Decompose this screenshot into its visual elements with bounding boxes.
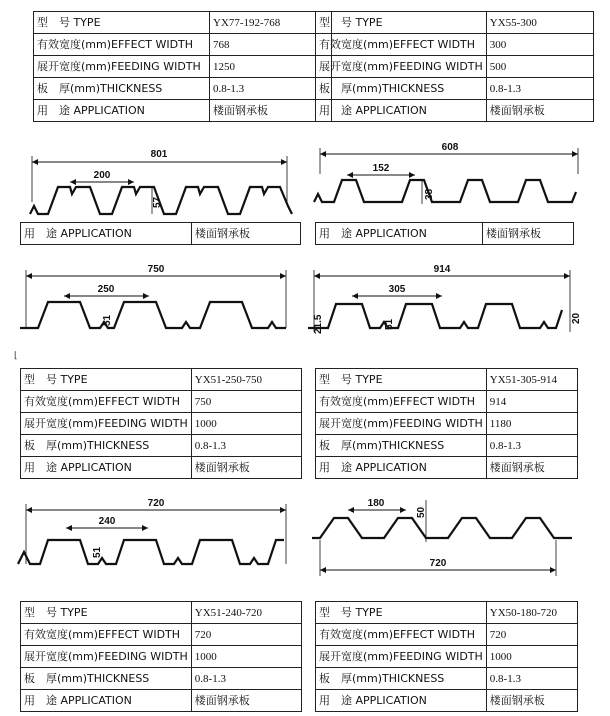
table-row [21, 223, 301, 245]
dim-total-width: 608 [441, 142, 459, 153]
feeding-width-value: 500 [486, 56, 593, 78]
spec-table-yx51-305 [315, 368, 578, 479]
application-value: 楼面钢承板 [191, 690, 301, 712]
table-row [316, 624, 578, 646]
feeding-width-label: 展开宽度(mm)FEEDING WIDTH [21, 646, 192, 668]
profile-drawing-yx51-305 [300, 262, 585, 344]
table-row [34, 12, 332, 34]
effect-width-label: 有效宽度(mm)EFFECT WIDTH [21, 624, 192, 646]
type-label: 型 号 TYPE [21, 369, 192, 391]
profile-outline [314, 180, 576, 202]
type-label: 型 号 TYPE [21, 602, 192, 624]
thickness-label: 板 厚(mm)THICKNESS [316, 78, 487, 100]
profile-outline [20, 302, 286, 328]
effect-width-value: 720 [191, 624, 301, 646]
table-row [21, 413, 302, 435]
application-value: 楼面钢承板 [192, 223, 301, 245]
table-row [316, 435, 578, 457]
table-row [316, 413, 578, 435]
table-row [21, 668, 302, 690]
application-label: 用 途 APPLICATION [316, 100, 487, 122]
feeding-width-label: 展开宽度(mm)FEEDING WIDTH [21, 413, 192, 435]
thickness-value: 0.8-1.3 [191, 435, 301, 457]
application-row-yx55 [315, 222, 574, 245]
table-row [316, 78, 594, 100]
dim-total-width: 801 [150, 149, 168, 160]
corner-mark: ⌊ [14, 350, 18, 360]
application-value: 楼面钢承板 [486, 457, 577, 479]
table-row [316, 457, 578, 479]
table-row [21, 646, 302, 668]
effect-width-value: 750 [191, 391, 301, 413]
thickness-value: 0.8-1.3 [486, 78, 593, 100]
application-value: 楼面钢承板 [486, 100, 593, 122]
profile-outline [308, 304, 562, 328]
table-row [316, 12, 594, 34]
table-row [316, 369, 578, 391]
table-row [316, 100, 594, 122]
application-value: 楼面钢承板 [483, 223, 574, 245]
type-value: YX77-192-768 [210, 12, 332, 34]
thickness-label: 板 厚(mm)THICKNESS [34, 78, 210, 100]
thickness-label: 板 厚(mm)THICKNESS [21, 435, 192, 457]
table-row [316, 223, 574, 245]
dim-edge-height: 20 [571, 312, 582, 324]
application-row-yx77 [20, 222, 301, 245]
application-value: 楼面钢承板 [191, 457, 301, 479]
profile-drawing-yx51-240 [14, 496, 299, 580]
spec-table-yx51-250 [20, 368, 302, 479]
dim-rib-height: 50 [416, 506, 427, 518]
application-label: 用 途 APPLICATION [316, 690, 487, 712]
dim-lap-height: 21.5 [313, 314, 324, 334]
dim-rib-pitch: 180 [367, 498, 385, 509]
application-value: 楼面钢承板 [486, 690, 577, 712]
thickness-value: 0.8-1.3 [486, 435, 577, 457]
application-label: 用 途 APPLICATION [21, 223, 192, 245]
table-row [316, 391, 578, 413]
application-label: 用 途 APPLICATION [316, 457, 487, 479]
thickness-value: 0.8-1.3 [191, 668, 301, 690]
effect-width-label: 有效宽度(mm)EFFECT WIDTH [34, 34, 210, 56]
application-label: 用 途 APPLICATION [316, 223, 483, 245]
feeding-width-value: 1000 [191, 413, 301, 435]
application-label: 用 途 APPLICATION [21, 690, 192, 712]
type-label: 型 号 TYPE [316, 12, 487, 34]
table-row [34, 56, 332, 78]
table-row [21, 690, 302, 712]
profile-drawing-yx51-250 [16, 262, 296, 342]
feeding-width-value: 1000 [486, 646, 577, 668]
feeding-width-label: 展开宽度(mm)FEEDING WIDTH [316, 56, 487, 78]
type-value: YX50-180-720 [486, 602, 577, 624]
effect-width-value: 300 [486, 34, 593, 56]
table-row [316, 56, 594, 78]
feeding-width-value: 1000 [191, 646, 301, 668]
application-label: 用 途 APPLICATION [34, 100, 210, 122]
table-row [34, 100, 332, 122]
type-label: 型 号 TYPE [316, 602, 487, 624]
effect-width-label: 有效宽度(mm)EFFECT WIDTH [316, 624, 487, 646]
table-row [21, 457, 302, 479]
feeding-width-label: 展开宽度(mm)FEEDING WIDTH [316, 646, 487, 668]
dim-total-width: 914 [433, 264, 451, 275]
thickness-value: 0.8-1.3 [486, 668, 577, 690]
effect-width-label: 有效宽度(mm)EFFECT WIDTH [316, 34, 487, 56]
dim-rib-pitch: 305 [388, 284, 406, 295]
profile-outline [18, 540, 284, 564]
thickness-value: 0.8-1.3 [210, 78, 332, 100]
table-row [21, 602, 302, 624]
feeding-width-label: 展开宽度(mm)FEEDING WIDTH [316, 413, 487, 435]
effect-width-value: 914 [486, 391, 577, 413]
table-row [316, 34, 594, 56]
application-label: 用 途 APPLICATION [21, 457, 192, 479]
thickness-label: 板 厚(mm)THICKNESS [316, 435, 487, 457]
thickness-label: 板 厚(mm)THICKNESS [316, 668, 487, 690]
table-row [316, 646, 578, 668]
table-row [316, 690, 578, 712]
profile-drawing-yx55 [310, 140, 585, 220]
type-value: YX51-240-720 [191, 602, 301, 624]
table-row [34, 34, 332, 56]
effect-width-value: 720 [486, 624, 577, 646]
effect-width-label: 有效宽度(mm)EFFECT WIDTH [21, 391, 192, 413]
table-row [21, 391, 302, 413]
profile-drawing-yx77 [22, 142, 297, 222]
dim-rib-pitch: 152 [372, 163, 390, 174]
table-row [34, 78, 332, 100]
effect-width-label: 有效宽度(mm)EFFECT WIDTH [316, 391, 487, 413]
dim-rib-pitch: 240 [98, 516, 116, 527]
application-value: 楼面钢承板 [210, 100, 332, 122]
dim-total-width: 720 [429, 558, 447, 569]
table-row [21, 435, 302, 457]
dim-rib-height: 57 [152, 196, 163, 208]
dim-rib-height: 38 [424, 188, 435, 200]
dim-rib-pitch: 250 [97, 284, 115, 295]
feeding-width-value: 1250 [210, 56, 332, 78]
feeding-width-value: 1180 [486, 413, 577, 435]
dim-rib-height: 51 [102, 314, 113, 326]
spec-table-yx51-240 [20, 601, 302, 712]
spec-table-yx50 [315, 601, 578, 712]
table-row [21, 369, 302, 391]
thickness-label: 板 厚(mm)THICKNESS [21, 668, 192, 690]
profile-outline [312, 518, 572, 538]
dim-rib-pitch: 200 [93, 170, 111, 181]
dim-rib-height: 51 [384, 318, 395, 330]
dim-total-width: 720 [147, 498, 165, 509]
table-row [316, 668, 578, 690]
type-label: 型 号 TYPE [34, 12, 210, 34]
table-row [316, 602, 578, 624]
feeding-width-label: 展开宽度(mm)FEEDING WIDTH [34, 56, 210, 78]
type-label: 型 号 TYPE [316, 369, 487, 391]
spec-table-yx55 [315, 11, 594, 122]
type-value: YX55-300 [486, 12, 593, 34]
dim-total-width: 750 [147, 264, 165, 275]
type-value: YX51-305-914 [486, 369, 577, 391]
spec-table-yx77 [33, 11, 332, 122]
dim-rib-height: 51 [92, 546, 103, 558]
type-value: YX51-250-750 [191, 369, 301, 391]
effect-width-value: 768 [210, 34, 332, 56]
table-row [21, 624, 302, 646]
profile-drawing-yx50 [306, 496, 591, 584]
